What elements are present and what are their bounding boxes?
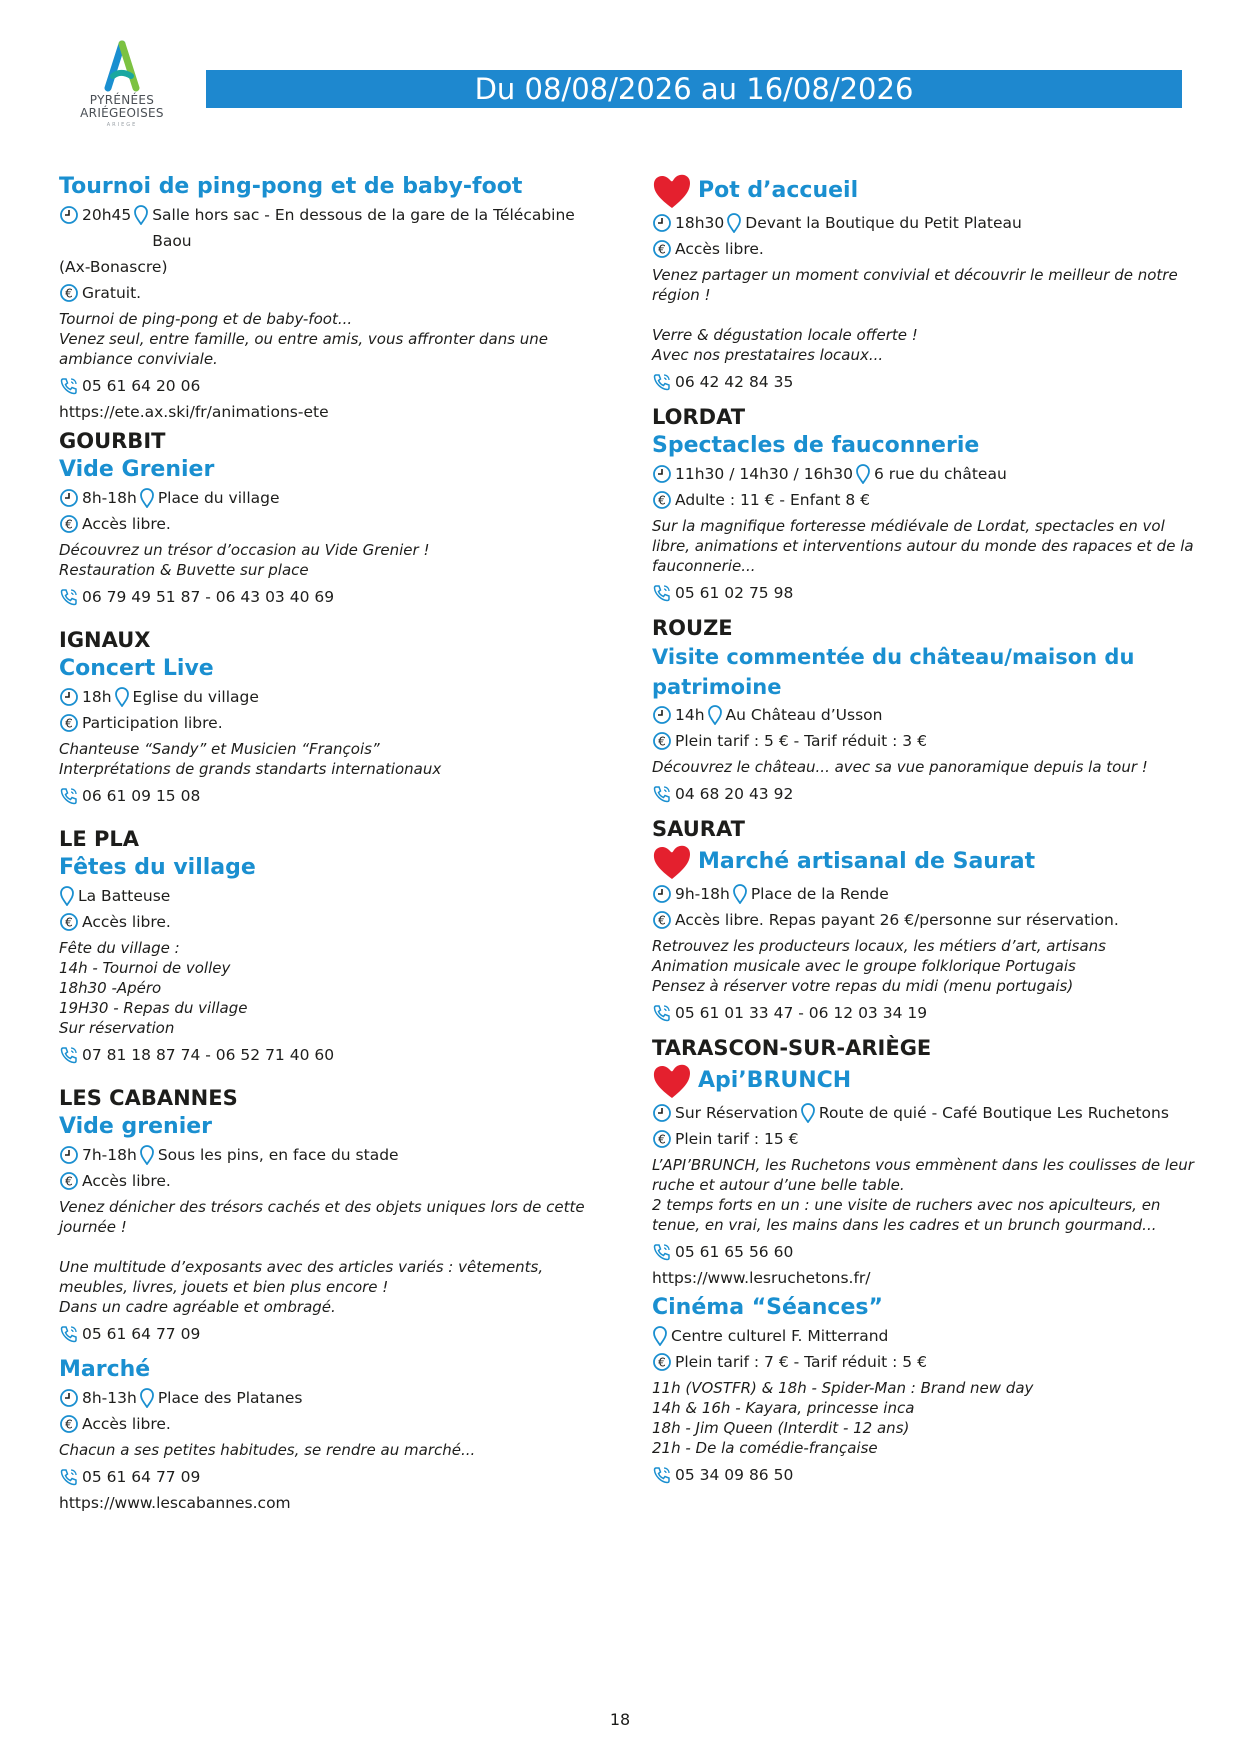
event-time: 8h-13h [82,1389,137,1407]
event-url[interactable]: https://www.lescabannes.com [59,1494,291,1512]
town-gourbit [59,427,599,610]
event-phone-row [59,1464,599,1490]
euro-icon [59,514,79,534]
event-phone: 05 61 64 77 09 [82,1468,201,1486]
event-place: Sous les pins, en face du stade [157,1146,399,1164]
event-price-row [652,1126,1197,1152]
phone-icon [652,1465,672,1485]
event-phone-row [652,580,1197,606]
event-time-place [59,1142,599,1168]
event-phone: 05 61 65 56 60 [675,1243,794,1261]
event-phone-row [652,1239,1197,1265]
town-name: LORDAT [652,405,746,429]
euro-icon [652,490,672,510]
event-place: 6 rue du château [873,465,1007,483]
logo [72,40,172,128]
event-place: Devant la Boutique du Petit Plateau [745,214,1022,232]
svg-text:€: € [65,915,73,930]
event-price: Accès libre. [82,1172,171,1190]
pin-icon [59,886,75,906]
phone-icon [652,372,672,392]
event-title: Api’BRUNCH [698,1068,852,1093]
event-price-row [59,710,599,736]
clock-icon [59,1145,79,1165]
phone-icon [652,1003,672,1023]
pin-icon [800,1103,816,1123]
event-price: Plein tarif : 7 € - Tarif réduit : 5 € [675,1353,927,1371]
pin-icon [114,687,130,707]
event-phone: 05 61 02 75 98 [675,584,794,602]
event-price: Gratuit. [82,284,142,302]
town-name: TARASCON-SUR-ARIÈGE [652,1036,932,1060]
heart-icon [652,172,692,210]
event-pot-accueil [652,172,1197,395]
svg-text:€: € [65,286,73,301]
event-marche [59,1355,599,1516]
event-description: 11h (VOSTFR) & 18h - Spider-Man : Brand new day 14h & 16h - Kayara, princesse inca 18h - Jim Queen (Interdit - 12 ans) 21h - De la comédie-française [652,1379,1034,1457]
town-name: GOURBIT [59,429,166,453]
clock-icon [652,884,672,904]
event-phone: 05 34 09 86 50 [675,1466,794,1484]
event-time: 9h-18h [675,885,730,903]
event-phone-row [652,1462,1197,1488]
town-saurat [652,815,1197,1026]
event-place: La Batteuse [78,887,171,905]
logo-line1: PYRÉNÉES [89,93,155,107]
pin-icon [652,1326,668,1346]
pin-icon [139,1145,155,1165]
event-ping-pong [59,172,599,425]
logo-line2: ARIÉGEOISES [80,106,164,120]
clock-icon [59,488,79,508]
event-time-place [652,461,1197,487]
event-price: Accès libre. [82,515,171,533]
event-phone: 06 79 49 51 87 - 06 43 03 40 69 [82,588,335,606]
event-description: Découvrez le château... avec sa vue panoramique depuis la tour ! [652,758,1148,776]
event-price-row [59,1168,599,1194]
event-description: Venez dénicher des trésors cachés et des objets uniques lors de cette journée ! Une multitude d’exposants avec des articles variés : vêtements, meubles, livres, jouets et bien plus encore ! Dans un cadre agréable et ombragé. [59,1198,585,1316]
event-price-row [652,487,1197,513]
event-description: Découvrez un trésor d’occasion au Vide Grenier ! Restauration & Buvette sur place [59,541,430,579]
svg-text:€: € [658,734,666,749]
euro-icon [59,283,79,303]
event-title: Tournoi de ping-pong et de baby-foot [59,174,523,199]
event-title: Vide grenier [59,1114,213,1139]
phone-icon [59,587,79,607]
clock-icon [59,205,79,225]
event-price-row [59,511,599,537]
event-title-row [652,843,1197,881]
euro-icon [59,912,79,932]
euro-icon [652,910,672,930]
event-phone: 06 42 42 84 35 [675,373,794,391]
event-place: Salle hors sac - En dessous de la gare de la Télécabine Baou [152,206,575,250]
event-phone-row [59,783,599,809]
left-column [59,172,599,1518]
svg-text:€: € [658,1132,666,1147]
event-title: Spectacles de fauconnerie [652,433,980,458]
town-ignaux [59,626,599,809]
event-time: 11h30 / 14h30 / 16h30 [675,465,853,483]
event-price: Accès libre. [82,913,171,931]
event-time-place [59,684,599,710]
event-time: 20h45 [82,206,132,224]
page-number: 18 [609,1710,631,1729]
event-price: Accès libre. Repas payant 26 €/personne sur réservation. [675,911,1119,929]
event-price: Plein tarif : 5 € - Tarif réduit : 3 € [675,732,927,750]
euro-icon [59,1414,79,1434]
pin-icon [133,205,149,225]
event-phone-row [59,373,599,399]
event-phone: 07 81 18 87 74 - 06 52 71 40 60 [82,1046,335,1064]
euro-icon [652,1129,672,1149]
event-time-place [59,1385,599,1411]
event-description: Retrouvez les producteurs locaux, les métiers d’art, artisans Animation musicale avec le groupe folklorique Portugais Pensez à réserver votre repas du midi (menu portugais) [652,937,1106,995]
event-time-place [59,485,599,511]
pin-icon [855,464,871,484]
event-title: Concert Live [59,656,214,681]
event-cinema [652,1293,1197,1488]
euro-icon [59,713,79,733]
event-url[interactable]: https://www.lesruchetons.fr/ [652,1269,871,1287]
event-url[interactable]: https://ete.ax.ski/fr/animations-ete [59,403,329,421]
logo-a-icon [100,40,144,94]
town-rouze [652,614,1197,807]
event-place: Eglise du village [132,688,259,706]
event-title: Fêtes du village [59,855,256,880]
event-description: L’API’BRUNCH, les Ruchetons vous emmènent dans les coulisses de leur ruche et autour d’une belle table. 2 temps forts en un : une visite de ruchers avec nos apiculteurs, en tenue, en vrai, les mains dans les cadres et un brunch gourmand... [652,1156,1194,1234]
event-phone: 05 61 64 77 09 [82,1325,201,1343]
town-lordat [652,403,1197,606]
event-phone: 05 61 01 33 47 - 06 12 03 34 19 [675,1004,928,1022]
event-price-row [652,907,1197,933]
event-place-cont: (Ax-Bonascre) [59,258,168,276]
event-title: Pot d’accueil [698,178,859,203]
phone-icon [652,784,672,804]
phone-icon [59,1467,79,1487]
svg-text:€: € [658,493,666,508]
event-phone: 06 61 09 15 08 [82,787,201,805]
pin-icon [139,488,155,508]
town-name: SAURAT [652,817,745,841]
event-title: Visite commentée du château/maison du patrimoine [652,645,1135,699]
event-title-row [652,172,1197,210]
event-time: 7h-18h [82,1146,137,1164]
phone-icon [652,583,672,603]
town-name: ROUZE [652,616,733,640]
event-time: 14h [675,706,705,724]
pin-icon [732,884,748,904]
date-banner: Du 08/08/2026 au 16/08/2026 [206,70,1182,108]
clock-icon [59,687,79,707]
event-phone-row [652,781,1197,807]
pin-icon [726,213,742,233]
event-phone-row [652,369,1197,395]
clock-icon [652,464,672,484]
event-place: Route de quié - Café Boutique Les Ruchetons [818,1104,1169,1122]
svg-text:€: € [65,1174,73,1189]
euro-icon [652,1352,672,1372]
event-price: Participation libre. [82,714,223,732]
event-phone: 05 61 64 20 06 [82,377,201,395]
event-place: Place du village [157,489,280,507]
event-title: Vide Grenier [59,457,215,482]
event-price-row [59,909,599,935]
logo-line3: ARIEGE [106,122,138,128]
right-column [652,172,1197,1490]
event-description: Tournoi de ping-pong et de baby-foot... Venez seul, entre famille, ou entre amis, vous affronter dans une ambiance conviviale. [59,310,549,368]
event-price-row [652,728,1197,754]
pin-icon [707,705,723,725]
event-time: 8h-18h [82,489,137,507]
town-tarascon [652,1034,1197,1291]
clock-icon [59,1388,79,1408]
event-phone: 04 68 20 43 92 [675,785,794,803]
heart-icon [652,1062,692,1100]
town-les-cabannes [59,1084,599,1347]
event-time-place [59,202,599,254]
event-title: Cinéma “Séances” [652,1295,883,1320]
event-time-place [652,702,1197,728]
svg-text:€: € [65,517,73,532]
pin-icon [139,1388,155,1408]
event-description: Fête du village : 14h - Tournoi de volley 18h30 -Apéro 19H30 - Repas du village Sur réservation [59,939,248,1037]
clock-icon [652,1103,672,1123]
event-price: Plein tarif : 15 € [675,1130,799,1148]
event-price: Accès libre. [82,1415,171,1433]
phone-icon [59,376,79,396]
svg-text:€: € [65,1417,73,1432]
svg-text:€: € [658,913,666,928]
event-time: 18h30 [675,214,725,232]
event-place-row [652,1323,1197,1349]
event-phone-row [59,1042,599,1068]
town-le-pla [59,825,599,1068]
event-phone-row [59,1321,599,1347]
phone-icon [652,1242,672,1262]
town-name: LE PLA [59,827,140,851]
event-time-place [652,1100,1197,1126]
event-title-row [652,1062,1197,1100]
svg-text:€: € [658,242,666,257]
event-place: Centre culturel F. Mitterrand [671,1327,889,1345]
event-title: Marché artisanal de Saurat [698,849,1036,874]
phone-icon [59,786,79,806]
event-phone-row [59,584,599,610]
event-title: Marché [59,1357,151,1382]
event-place-row [59,883,599,909]
event-price-row [652,1349,1197,1375]
event-place: Place de la Rende [750,885,889,903]
event-time-place [652,210,1197,236]
event-price-row [652,236,1197,262]
event-place: Place des Platanes [157,1389,303,1407]
euro-icon [652,239,672,259]
svg-text:€: € [65,716,73,731]
clock-icon [652,705,672,725]
phone-icon [59,1324,79,1344]
event-phone-row [652,1000,1197,1026]
event-price-row [59,1411,599,1437]
euro-icon [59,1171,79,1191]
event-price-row [59,280,599,306]
event-price: Adulte : 11 € - Enfant 8 € [675,491,870,509]
event-time-place [652,881,1197,907]
event-time: Sur Réservation [675,1104,798,1122]
svg-text:€: € [658,1355,666,1370]
event-time: 18h [82,688,112,706]
town-name: IGNAUX [59,628,151,652]
event-price: Accès libre. [675,240,764,258]
event-description: Venez partager un moment convivial et découvrir le meilleur de notre région ! Verre & dégustation locale offerte ! Avec nos prestataires locaux... [652,266,1178,364]
clock-icon [652,213,672,233]
event-description: Chacun a ses petites habitudes, se rendre au marché... [59,1441,476,1459]
event-place: Au Château d’Usson [725,706,883,724]
event-description: Chanteuse “Sandy” et Musicien “François” Interprétations de grands standarts internationaux [59,740,442,778]
event-description: Sur la magnifique forteresse médiévale de Lordat, spectacles en vol libre, animations et interventions autour du monde des rapaces et de la fauconnerie... [652,517,1194,575]
phone-icon [59,1045,79,1065]
euro-icon [652,731,672,751]
heart-icon [652,843,692,881]
town-name: LES CABANNES [59,1086,238,1110]
